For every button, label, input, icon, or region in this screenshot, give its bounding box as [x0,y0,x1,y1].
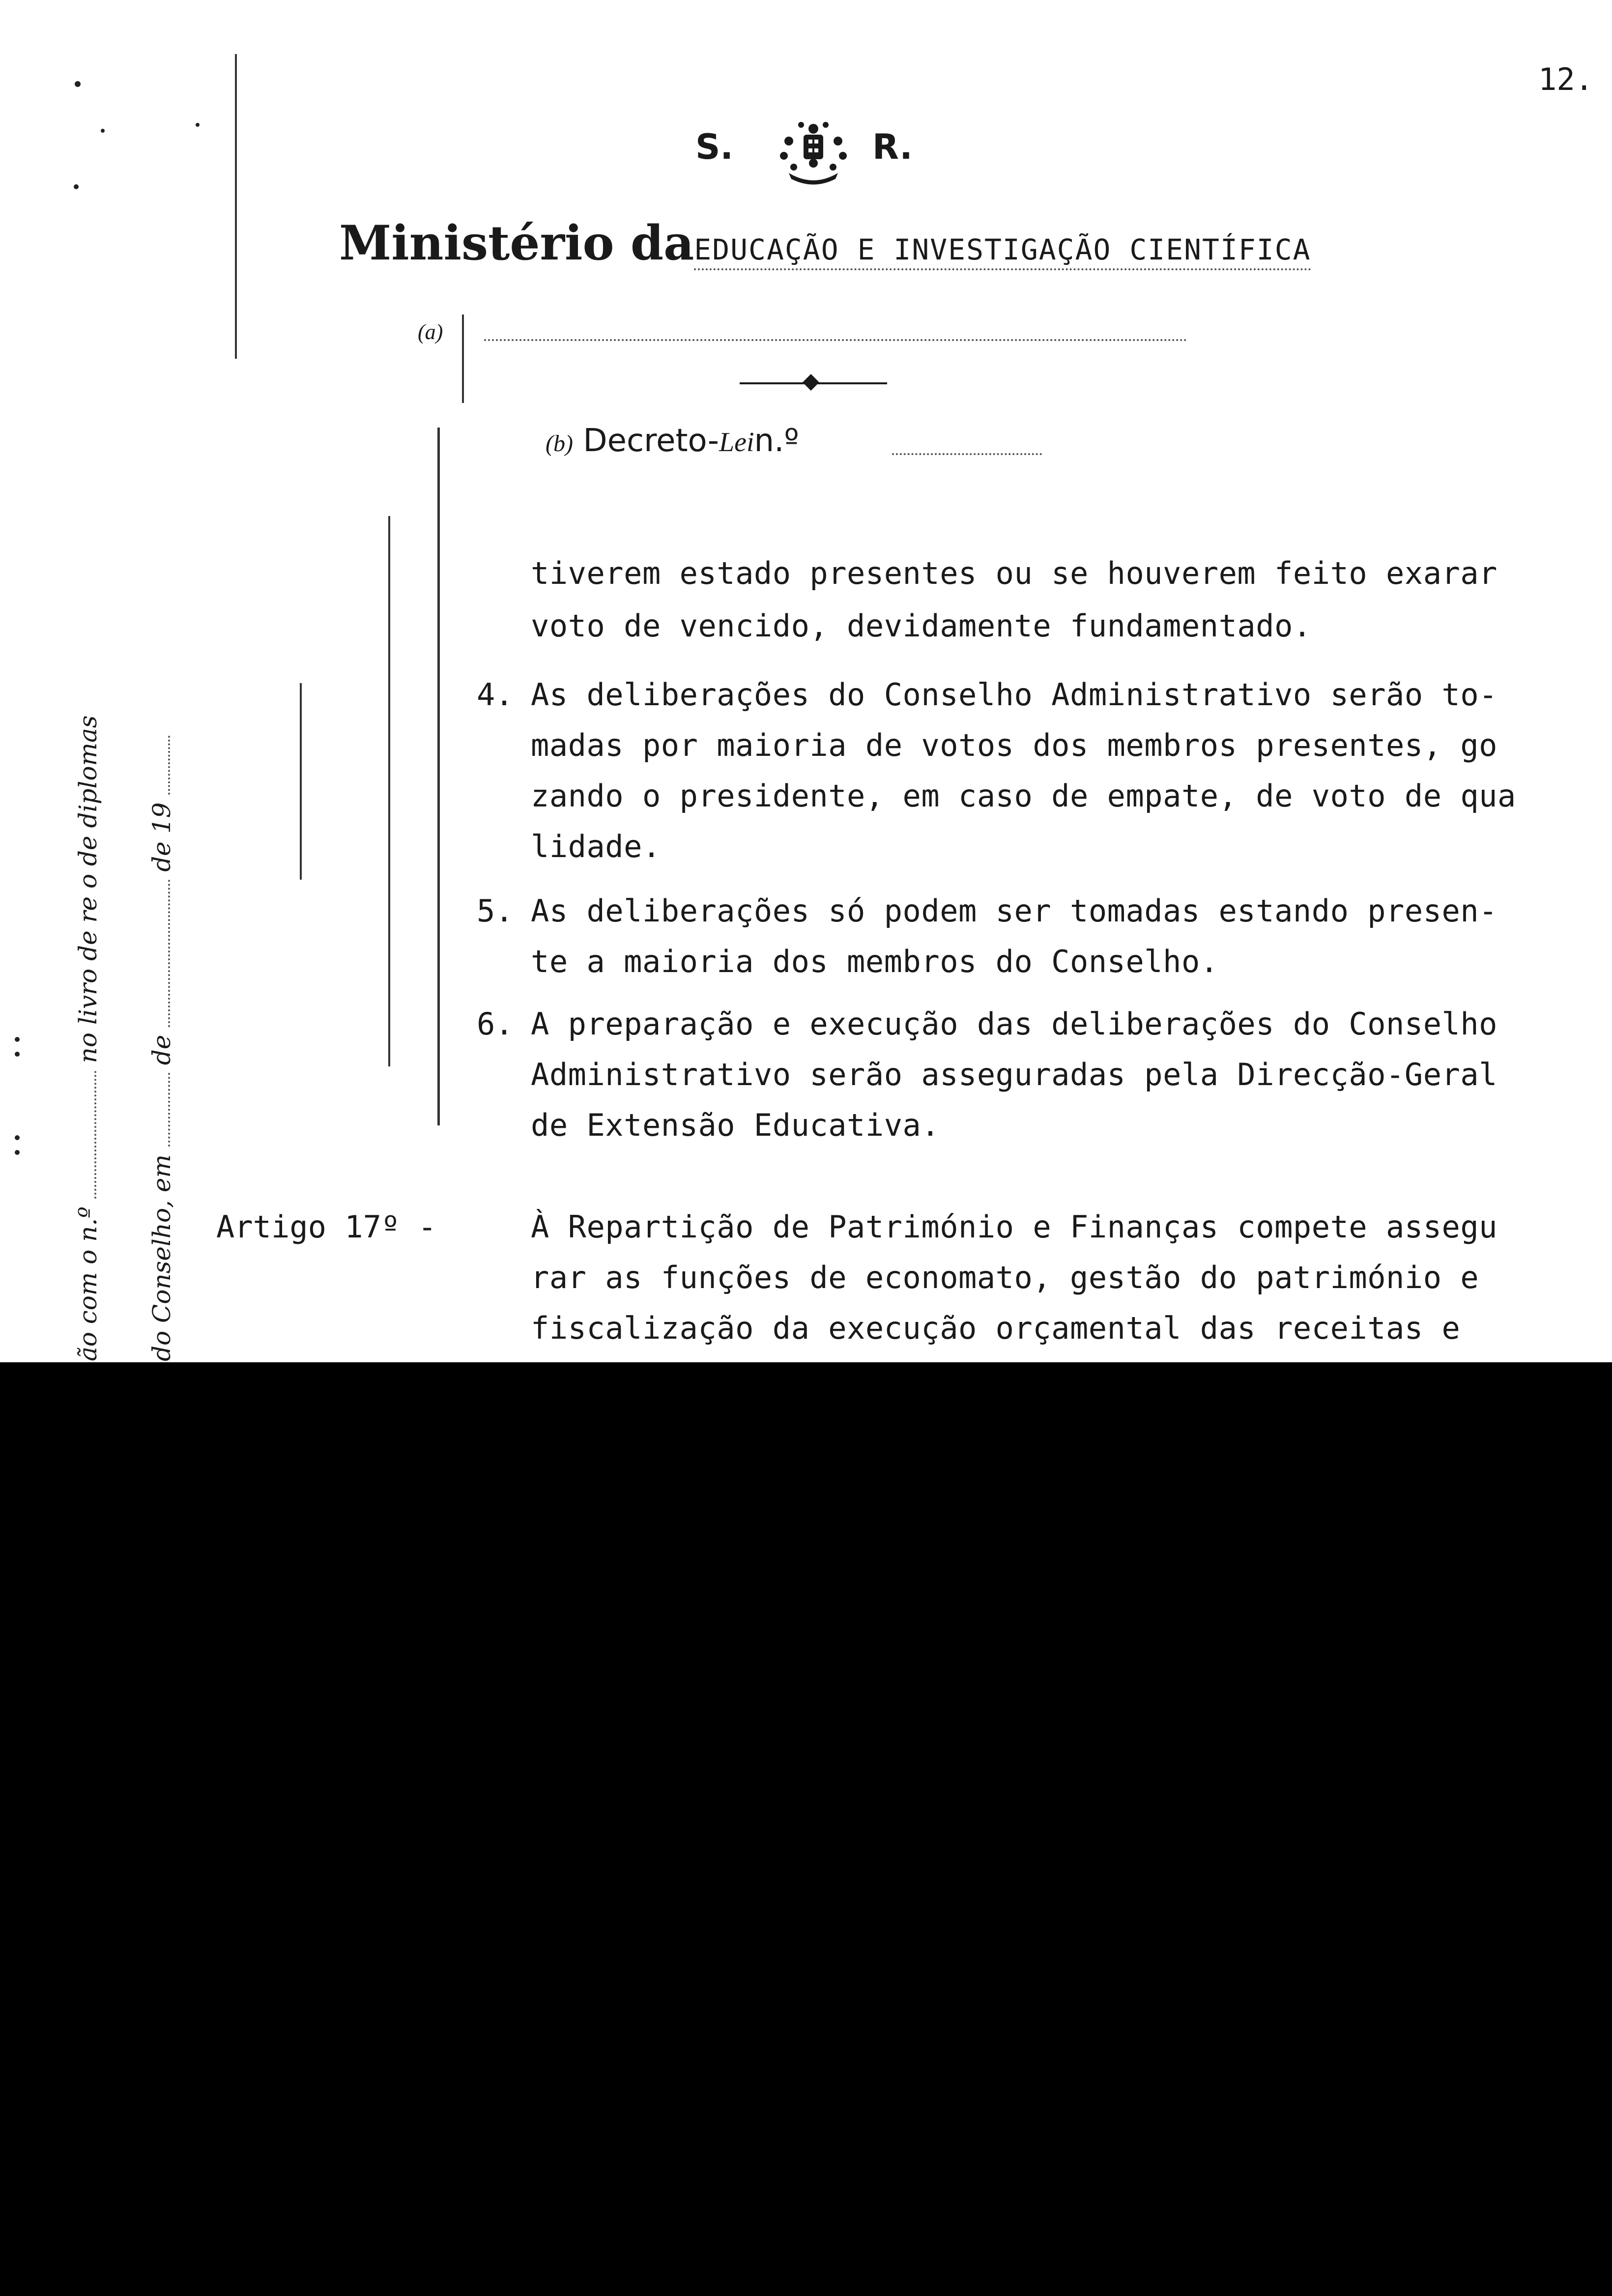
artigo-line: fiscalização da execução orçamental das receitas e [531,1310,1461,1346]
item-line: madas por maioria de votos dos membros presentes, go [531,727,1498,763]
item-line: As deliberações só podem ser tomadas estando presen- [531,893,1498,929]
margin-rule-3 [388,516,390,1066]
artigo-line: À Repartição de Património e Finanças compete assegu [531,1209,1498,1245]
scan-speck [74,184,79,189]
margin-rule-1 [235,54,237,359]
item-line: zando o presidente, em caso de empate, de voto de qua [531,778,1516,814]
item-line: A preparação e execução das deliberações do Conselho [531,1006,1498,1042]
item-line: As deliberações do Conselho Administrativo serão to- [531,677,1498,713]
ministry-name: EDUCAÇÃO E INVESTIGAÇÃO CIENTÍFICA [694,233,1311,270]
body-line: tiverem estado presentes ou se houverem feito exarar [531,555,1498,591]
item-line: de Extensão Educativa. [531,1107,940,1143]
scan-speck [15,1052,20,1057]
item-line: te a maioria dos membros do Conselho. [531,944,1219,979]
item-number: 5. [477,893,514,929]
field-a-label: (a) [418,320,443,344]
scan-speck [101,129,105,133]
header-r: R. [872,127,913,167]
header-s: S. [695,127,734,167]
artigo-line: rar as funções de economato, gestão do património e [531,1260,1479,1295]
ministry-prefix: Ministério [339,215,614,271]
decreto-suffix: n.º [754,423,799,459]
margin-rule-4 [300,683,302,880]
field-a-line [484,339,1187,341]
scan-speck [75,81,81,87]
scan-speck [15,1150,20,1155]
item-line: Administrativo serão asseguradas pela Direcção-Geral [531,1057,1498,1092]
decreto-label: Decreto- [583,423,719,459]
page-number: 12. [1538,61,1593,97]
margin-text-line-2: do Conselho, em de de 19 [147,624,176,1361]
decreto-b-label: (b) [546,430,573,457]
scan-speck [15,1135,20,1140]
body-line: voto de vencido, devidamente fundamentado. [531,608,1312,644]
ministry-heading [339,215,1311,271]
artigo-label: Artigo 17º - [216,1209,436,1245]
decreto-handwritten: Lei [719,427,754,458]
ministry-article: da [630,215,694,271]
item-line: lidade. [531,829,661,864]
scan-speck [196,123,200,127]
item-number: 4. [477,677,514,713]
item-number: 6. [477,1006,514,1042]
decreto-number-line [892,453,1042,455]
decreto-field [546,423,799,459]
margin-text-line-1: ão com o n.º no livro de re o de diplomas [74,715,102,1361]
margin-rule-5 [462,315,464,403]
coat-of-arms-icon [769,114,858,188]
scan-speck [15,1037,20,1042]
divider-diamond [803,374,819,391]
margin-rule-2 [437,428,440,1125]
